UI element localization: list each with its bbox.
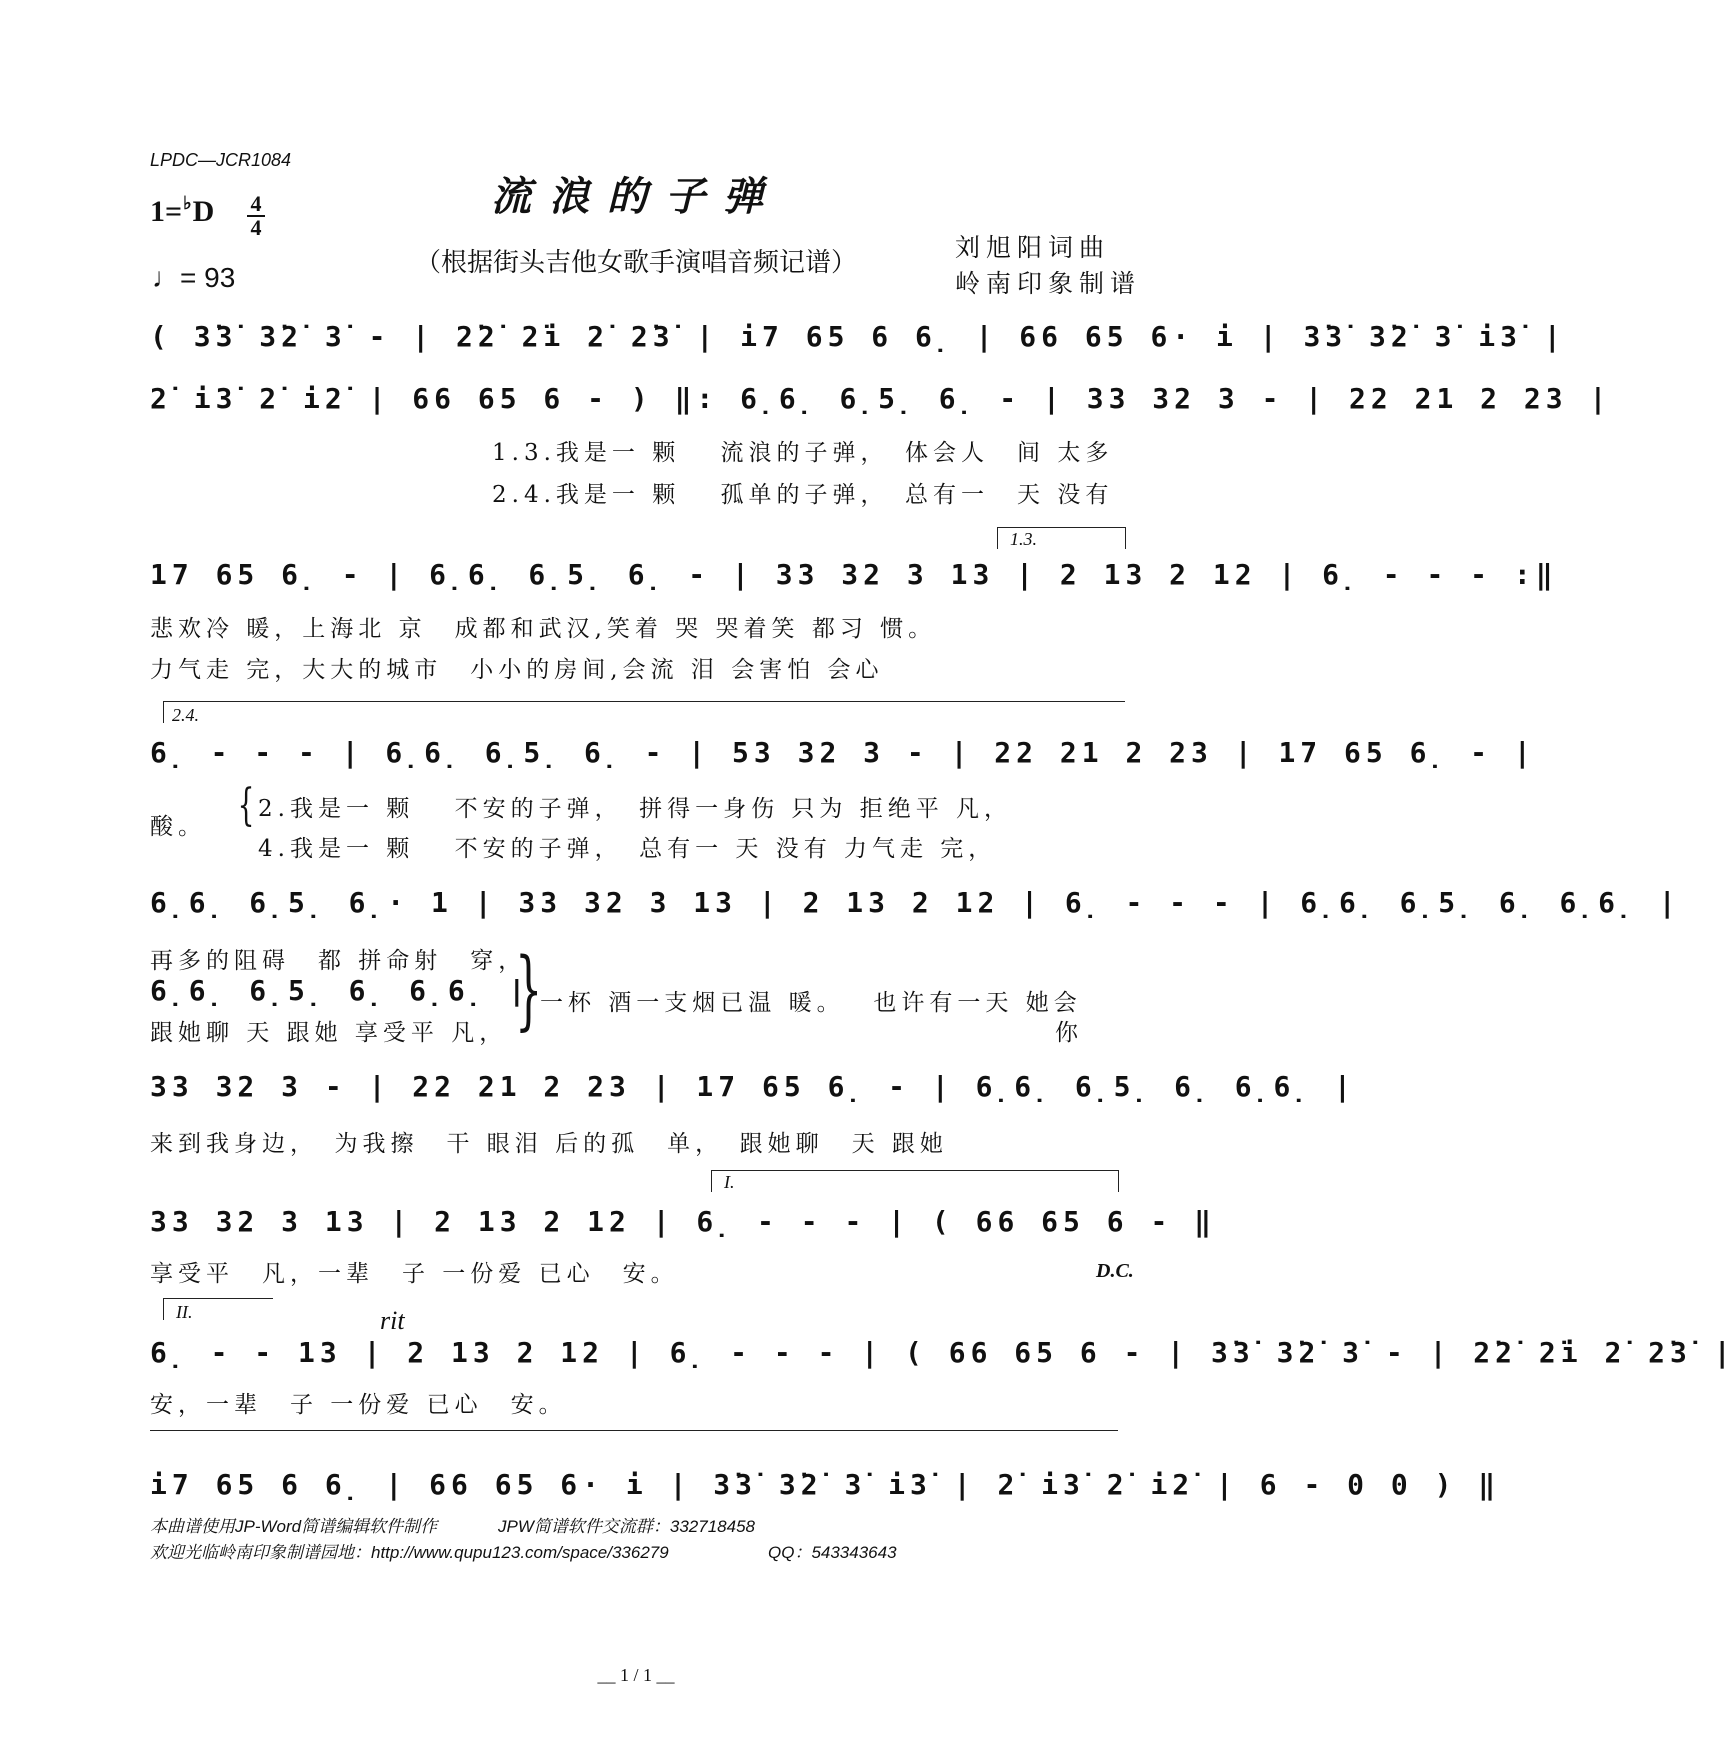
volta-bracket-I-left xyxy=(711,1170,712,1192)
volta-bracket-1-3-right xyxy=(1125,527,1126,549)
volta-bracket-1-3 xyxy=(997,527,1125,528)
merge-brace: } xyxy=(515,940,543,1040)
volta-bracket-I-right xyxy=(1118,1170,1119,1192)
song-title: 流浪的子弹 xyxy=(491,173,781,220)
tempo-marking: ♩= 93 xyxy=(152,262,236,293)
arranger-credit: 岭南印象制谱 xyxy=(955,269,1142,298)
volta-bracket-1-3-left xyxy=(997,527,998,549)
song-subtitle: （根据街头吉他女歌手演唱音频记谱） xyxy=(414,248,857,278)
time-signature xyxy=(247,193,265,239)
score-row-1: ( 3̇3̇ 3̇2̇ 3̇ - | 2̇2̇ 2̇i 2̇ 2̇3̇ | i7 65 6 6̣ | 66 65 6· i | 3̇3̇ 3̇2̇ 3̇ i3̇ | xyxy=(150,320,1566,353)
lyric-row-4-end: 酸。 xyxy=(150,814,206,840)
volta-label-1-3: 1.3. xyxy=(1010,529,1037,549)
volta-bracket-2-4 xyxy=(163,701,1125,702)
volta-label-II: II. xyxy=(176,1302,193,1322)
volta-label-2-4: 2.4. xyxy=(172,705,199,725)
key-note: D xyxy=(192,195,215,228)
score-row-5: 6̣6̣ 6̣5̣ 6̣· 1 | 33 32 3 13 | 2 13 2 12 | 6̣ - - - | 6̣6̣ 6̣5̣ 6̣ 6̣6̣ | xyxy=(150,886,1681,919)
lyric-row-2-verse-a: 1.3.我是一 颗 流浪的子弹， 体会人 间 太多 xyxy=(492,440,1114,466)
time-numerator: 4 xyxy=(250,191,262,216)
score-row-3: 17 65 6̣ - | 6̣6̣ 6̣5̣ 6̣ - | 33 32 3 13 | 2 13 2 12 | 6̣ - - - :‖ xyxy=(150,558,1558,591)
lyric-row-5-verse-b: 跟她聊 天 跟她 享受平 凡， xyxy=(150,1020,508,1046)
key-prefix: 1= xyxy=(150,195,183,228)
lyric-row-4-verse-b: 4.我是一 颗 不安的子弹， 总有一 天 没有 力气走 完， xyxy=(258,836,997,862)
score-row-6: 33 32 3 - | 22 21 2 23 | 17 65 6̣ - | 6̣6̣ 6̣5̣ 6̣ 6̣6̣ | xyxy=(150,1070,1356,1103)
volta-bracket-2-4-left xyxy=(163,701,164,723)
key-signature xyxy=(150,195,214,229)
lyric-row-5-merged: 一杯 酒一支烟已温 暖。 也许有一天 她会 xyxy=(540,990,1082,1016)
volta-bracket-II xyxy=(163,1298,273,1299)
lyric-row-4-verse-a: 2.我是一 颗 不安的子弹， 拼得一身伤 只为 拒绝平 凡， xyxy=(258,796,1012,822)
lyric-row-8: 安，一辈 子 一份爱 已心 安。 xyxy=(150,1392,567,1418)
lyric-row-7: 享受平 凡，一辈 子 一份爱 已心 安。 xyxy=(150,1261,679,1287)
verse-brace: { xyxy=(237,780,255,831)
final-system-line xyxy=(150,1430,1118,1431)
volta-label-I: I. xyxy=(724,1172,735,1192)
document-code: LPDC—JCR1084 xyxy=(150,150,292,170)
page-number: __ 1 / 1 __ xyxy=(597,1665,675,1685)
volta-bracket-I xyxy=(711,1170,1118,1171)
footer-software-note: 本曲谱使用JP-Word简谱编辑软件制作 xyxy=(150,1517,438,1536)
footer-qq-note: QQ：543343643 xyxy=(768,1543,897,1562)
time-denominator: 4 xyxy=(250,215,262,240)
volta-bracket-II-left xyxy=(163,1298,164,1320)
lyric-row-5-verse-a: 再多的阻碍 都 拼命射 穿， xyxy=(150,948,527,974)
ritardando-marking: rit xyxy=(380,1306,405,1335)
footer-group-note: JPW简谱软件交流群：332718458 xyxy=(498,1517,755,1536)
da-capo-marking: D.C. xyxy=(1096,1260,1134,1282)
score-row-8: 6̣ - - 13 | 2 13 2 12 | 6̣ - - - | ( 66 65 6 - | 3̇3̇ 3̇2̇ 3̇ - | 2̇2̇ 2̇i 2̇ 2̇3̇ | xyxy=(150,1336,1736,1369)
score-row-9: i7 65 6 6̣ | 66 65 6· i | 3̇3̇ 3̇2̇ 3̇ i3̇ | 2̇ i3̇ 2̇ i2̇ | 6 - 0 0 ) ‖ xyxy=(150,1468,1501,1501)
score-row-2: 2̇ i3̇ 2̇ i2̇ | 66 65 6 - ) ‖: 6̣6̣ 6̣5̣ 6̣ - | 33 32 3 - | 22 21 2 23 | xyxy=(150,382,1612,415)
footer-website-note: 欢迎光临岭南印象制谱园地：http://www.qupu123.com/space/336279 xyxy=(150,1543,669,1562)
lyric-row-6: 来到我身边， 为我擦 干 眼泪 后的孤 单， 跟她聊 天 跟她 xyxy=(150,1131,948,1157)
lyric-row-3-verse-b: 力气走 完，大大的城市 小小的房间,会流 泪 会害怕 会心 xyxy=(150,657,884,683)
lyric-row-5-merged-b: 你 xyxy=(1055,1020,1083,1046)
flat-sign: ♭ xyxy=(183,193,192,213)
score-row-7: 33 32 3 13 | 2 13 2 12 | 6̣ - - - | ( 66 65 6 - ‖ xyxy=(150,1205,1217,1238)
lyric-row-3-verse-a: 悲欢冷 暖，上海北 京 成都和武汉,笑着 哭 哭着笑 都习 惯。 xyxy=(150,616,937,642)
score-row-4: 6̣ - - - | 6̣6̣ 6̣5̣ 6̣ - | 53 32 3 - | 22 21 2 23 | 17 65 6̣ - | xyxy=(150,736,1536,769)
lyricist-composer-credit: 刘旭阳词曲 xyxy=(955,233,1111,262)
score-row-5-alt: 6̣6̣ 6̣5̣ 6̣ 6̣6̣ | xyxy=(150,974,531,1007)
lyric-row-2-verse-b: 2.4.我是一 颗 孤单的子弹， 总有一 天 没有 xyxy=(492,482,1114,508)
